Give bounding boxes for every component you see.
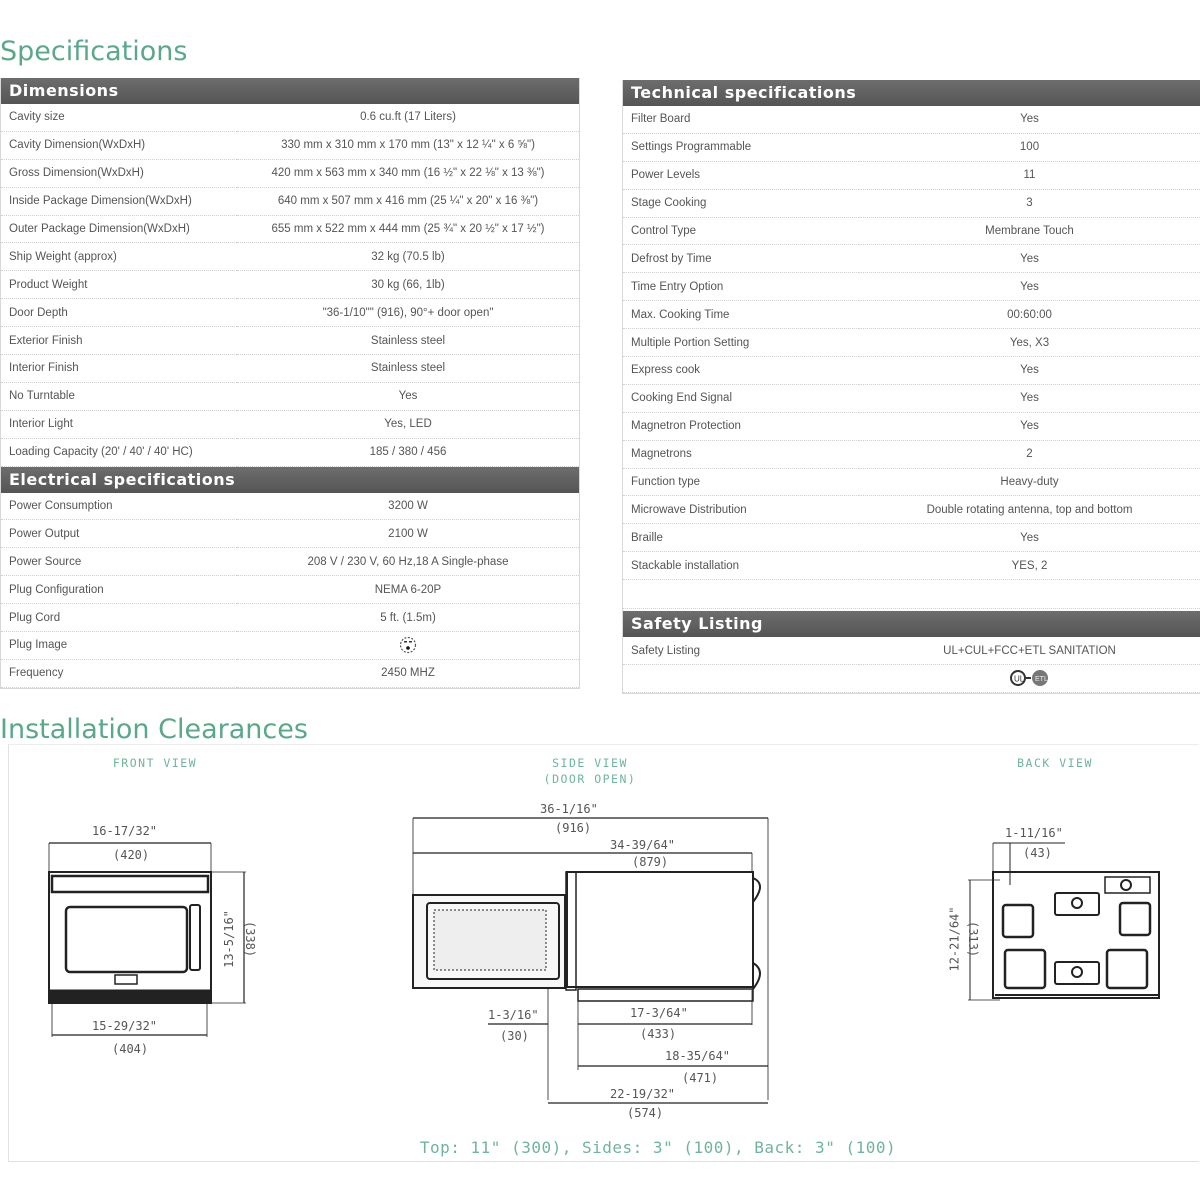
front-height-inches: 13-5/16" [221,910,236,968]
spec-value: 0.6 cu.ft (17 Liters) [237,104,579,131]
spec-label: Time Entry Option [623,273,859,301]
side-depth2-mm: (471) [682,1071,719,1085]
spec-value: 100 [859,133,1200,161]
spec-value: Yes [859,524,1200,552]
front-height-mm: (338) [243,920,258,958]
spec-value: Yes, X3 [859,329,1200,357]
spec-label: Braille [623,524,859,552]
spec-label: Exterior Finish [1,327,237,355]
clearance-note: Top: 11" (300), Sides: 3" (100), Back: 3" (100) [419,1138,897,1157]
side-depth3-mm: (574) [627,1106,664,1120]
spec-value: Yes [859,412,1200,440]
electrical-heading: Electrical specifications [1,467,579,493]
spec-value: 655 mm x 522 mm x 444 mm (25 ¾" x 20 ½" x 17 ½") [237,215,579,243]
front-view-label: FRONT VIEW [112,756,198,770]
page-title: Specifications [0,36,188,67]
back-view-label: BACK VIEW [1017,756,1093,770]
back-height-inches: 12-21/64" [947,906,962,972]
spec-value: YES, 2 [859,552,1200,580]
spec-label: Cooking End Signal [623,384,859,412]
safety-heading: Safety Listing [623,611,1200,637]
spec-value: Yes, LED [237,410,579,438]
spec-label: Magnetrons [623,440,859,468]
spec-value: 00:60:00 [859,301,1200,329]
spec-value: 32 kg (70.5 lb) [237,243,579,271]
spec-label: Settings Programmable [623,133,859,161]
spec-label: Loading Capacity (20' / 40' / 40' HC) [1,438,237,466]
front-bottom-inches: 15-29/32" [92,1019,158,1033]
spec-label: Microwave Distribution [623,496,859,524]
svg-text:ETL: ETL [1034,676,1048,684]
side-body-inches: 34-39/64" [610,838,676,852]
spec-value: 2100 W [237,520,579,548]
spec-label: Power Levels [623,161,859,189]
spec-label: Plug Configuration [1,576,237,604]
side-overall-mm: (916) [555,821,592,835]
side-door-inches: 1-3/16" [488,1008,539,1022]
spec-value: Stainless steel [237,355,579,383]
spec-value: 208 V / 230 V, 60 Hz,18 A Single-phase [237,548,579,576]
side-depth3-inches: 22-19/32" [610,1087,676,1101]
spec-value: Heavy-duty [859,468,1200,496]
side-depth2-inches: 18-35/64" [665,1049,731,1063]
front-view-drawing [49,843,246,1037]
spec-label: Cavity size [1,104,237,131]
side-door-mm: (30) [500,1029,529,1043]
spec-label: Max. Cooking Time [623,301,859,329]
spec-label: No Turntable [1,382,237,410]
spec-label: Stackable installation [623,552,859,580]
front-top-mm: (420) [113,848,150,862]
spec-label: Outer Package Dimension(WxDxH) [1,215,237,243]
spec-value: Stainless steel [237,327,579,355]
front-bottom-mm: (404) [112,1042,149,1056]
spec-value: Membrane Touch [859,217,1200,245]
spec-value: 2450 MHZ [237,659,579,687]
side-depth-inches: 17-3/64" [630,1006,688,1020]
side-overall-inches: 36-1/16" [540,802,598,816]
back-offset-mm: (43) [1023,846,1052,860]
spec-value: 30 kg (66, 1lb) [237,271,579,299]
spec-value: "36-1/10"" (916), 90°+ door open" [237,299,579,327]
spec-label: Inside Package Dimension(WxDxH) [1,187,237,215]
spec-value: Yes [859,106,1200,133]
spec-label: Interior Light [1,410,237,438]
spec-label: Plug Cord [1,604,237,632]
spec-value: 420 mm x 563 mm x 340 mm (16 ½" x 22 ⅛" x 13 ⅜") [237,159,579,187]
spec-label: Defrost by Time [623,245,859,273]
spec-value: Yes [859,273,1200,301]
side-view-label: SIDE VIEW [552,756,628,770]
back-view-drawing [968,843,1159,1000]
back-offset-inches: 1-11/16" [1005,826,1063,840]
spec-value: 330 mm x 310 mm x 170 mm (13" x 12 ¼" x 6 ⅝") [237,131,579,159]
spec-label: Plug Image [1,632,237,660]
spec-label: Stage Cooking [623,189,859,217]
spec-label: Filter Board [623,106,859,133]
spec-label: Product Weight [1,271,237,299]
spec-label: Express cook [623,357,859,385]
spec-label: Power Source [1,548,237,576]
front-top-inches: 16-17/32" [92,824,158,838]
spec-value: UL+CUL+FCC+ETL SANITATION [859,637,1200,664]
spec-label: Function type [623,468,859,496]
back-height-mm: (313) [966,920,981,958]
spec-value: Yes [237,382,579,410]
spec-value: 5 ft. (1.5m) [237,604,579,632]
spec-label: Safety Listing [623,637,859,664]
spec-value: 3 [859,189,1200,217]
spec-value: 640 mm x 507 mm x 416 mm (25 ¼" x 20" x 16 ⅜") [237,187,579,215]
spec-value: NEMA 6-20P [237,576,579,604]
side-depth-mm: (433) [640,1027,677,1041]
spec-value: 3200 W [237,493,579,520]
spec-label: Magnetron Protection [623,412,859,440]
spec-label: Door Depth [1,299,237,327]
spec-value: Yes [859,384,1200,412]
spec-label: Power Consumption [1,493,237,520]
spec-label: Interior Finish [1,355,237,383]
spec-label: Power Output [1,520,237,548]
spec-label: Control Type [623,217,859,245]
spec-label: Frequency [1,659,237,687]
svg-text:UL: UL [1013,674,1024,684]
spec-value: Double rotating antenna, top and bottom [859,496,1200,524]
spec-label: Multiple Portion Setting [623,329,859,357]
spec-label: Ship Weight (approx) [1,243,237,271]
technical-heading: Technical specifications [623,80,1200,106]
spec-label: Gross Dimension(WxDxH) [1,159,237,187]
spec-label: Cavity Dimension(WxDxH) [1,131,237,159]
spec-value: 2 [859,440,1200,468]
spec-value: 11 [859,161,1200,189]
side-body-mm: (879) [632,855,669,869]
spec-value: Yes [859,357,1200,385]
side-view-sublabel: (DOOR OPEN) [543,772,637,786]
spec-value: 185 / 380 / 456 [237,438,579,466]
spec-value: Yes [859,245,1200,273]
dimensions-heading: Dimensions [1,78,579,104]
installation-title: Installation Clearances [0,714,308,745]
